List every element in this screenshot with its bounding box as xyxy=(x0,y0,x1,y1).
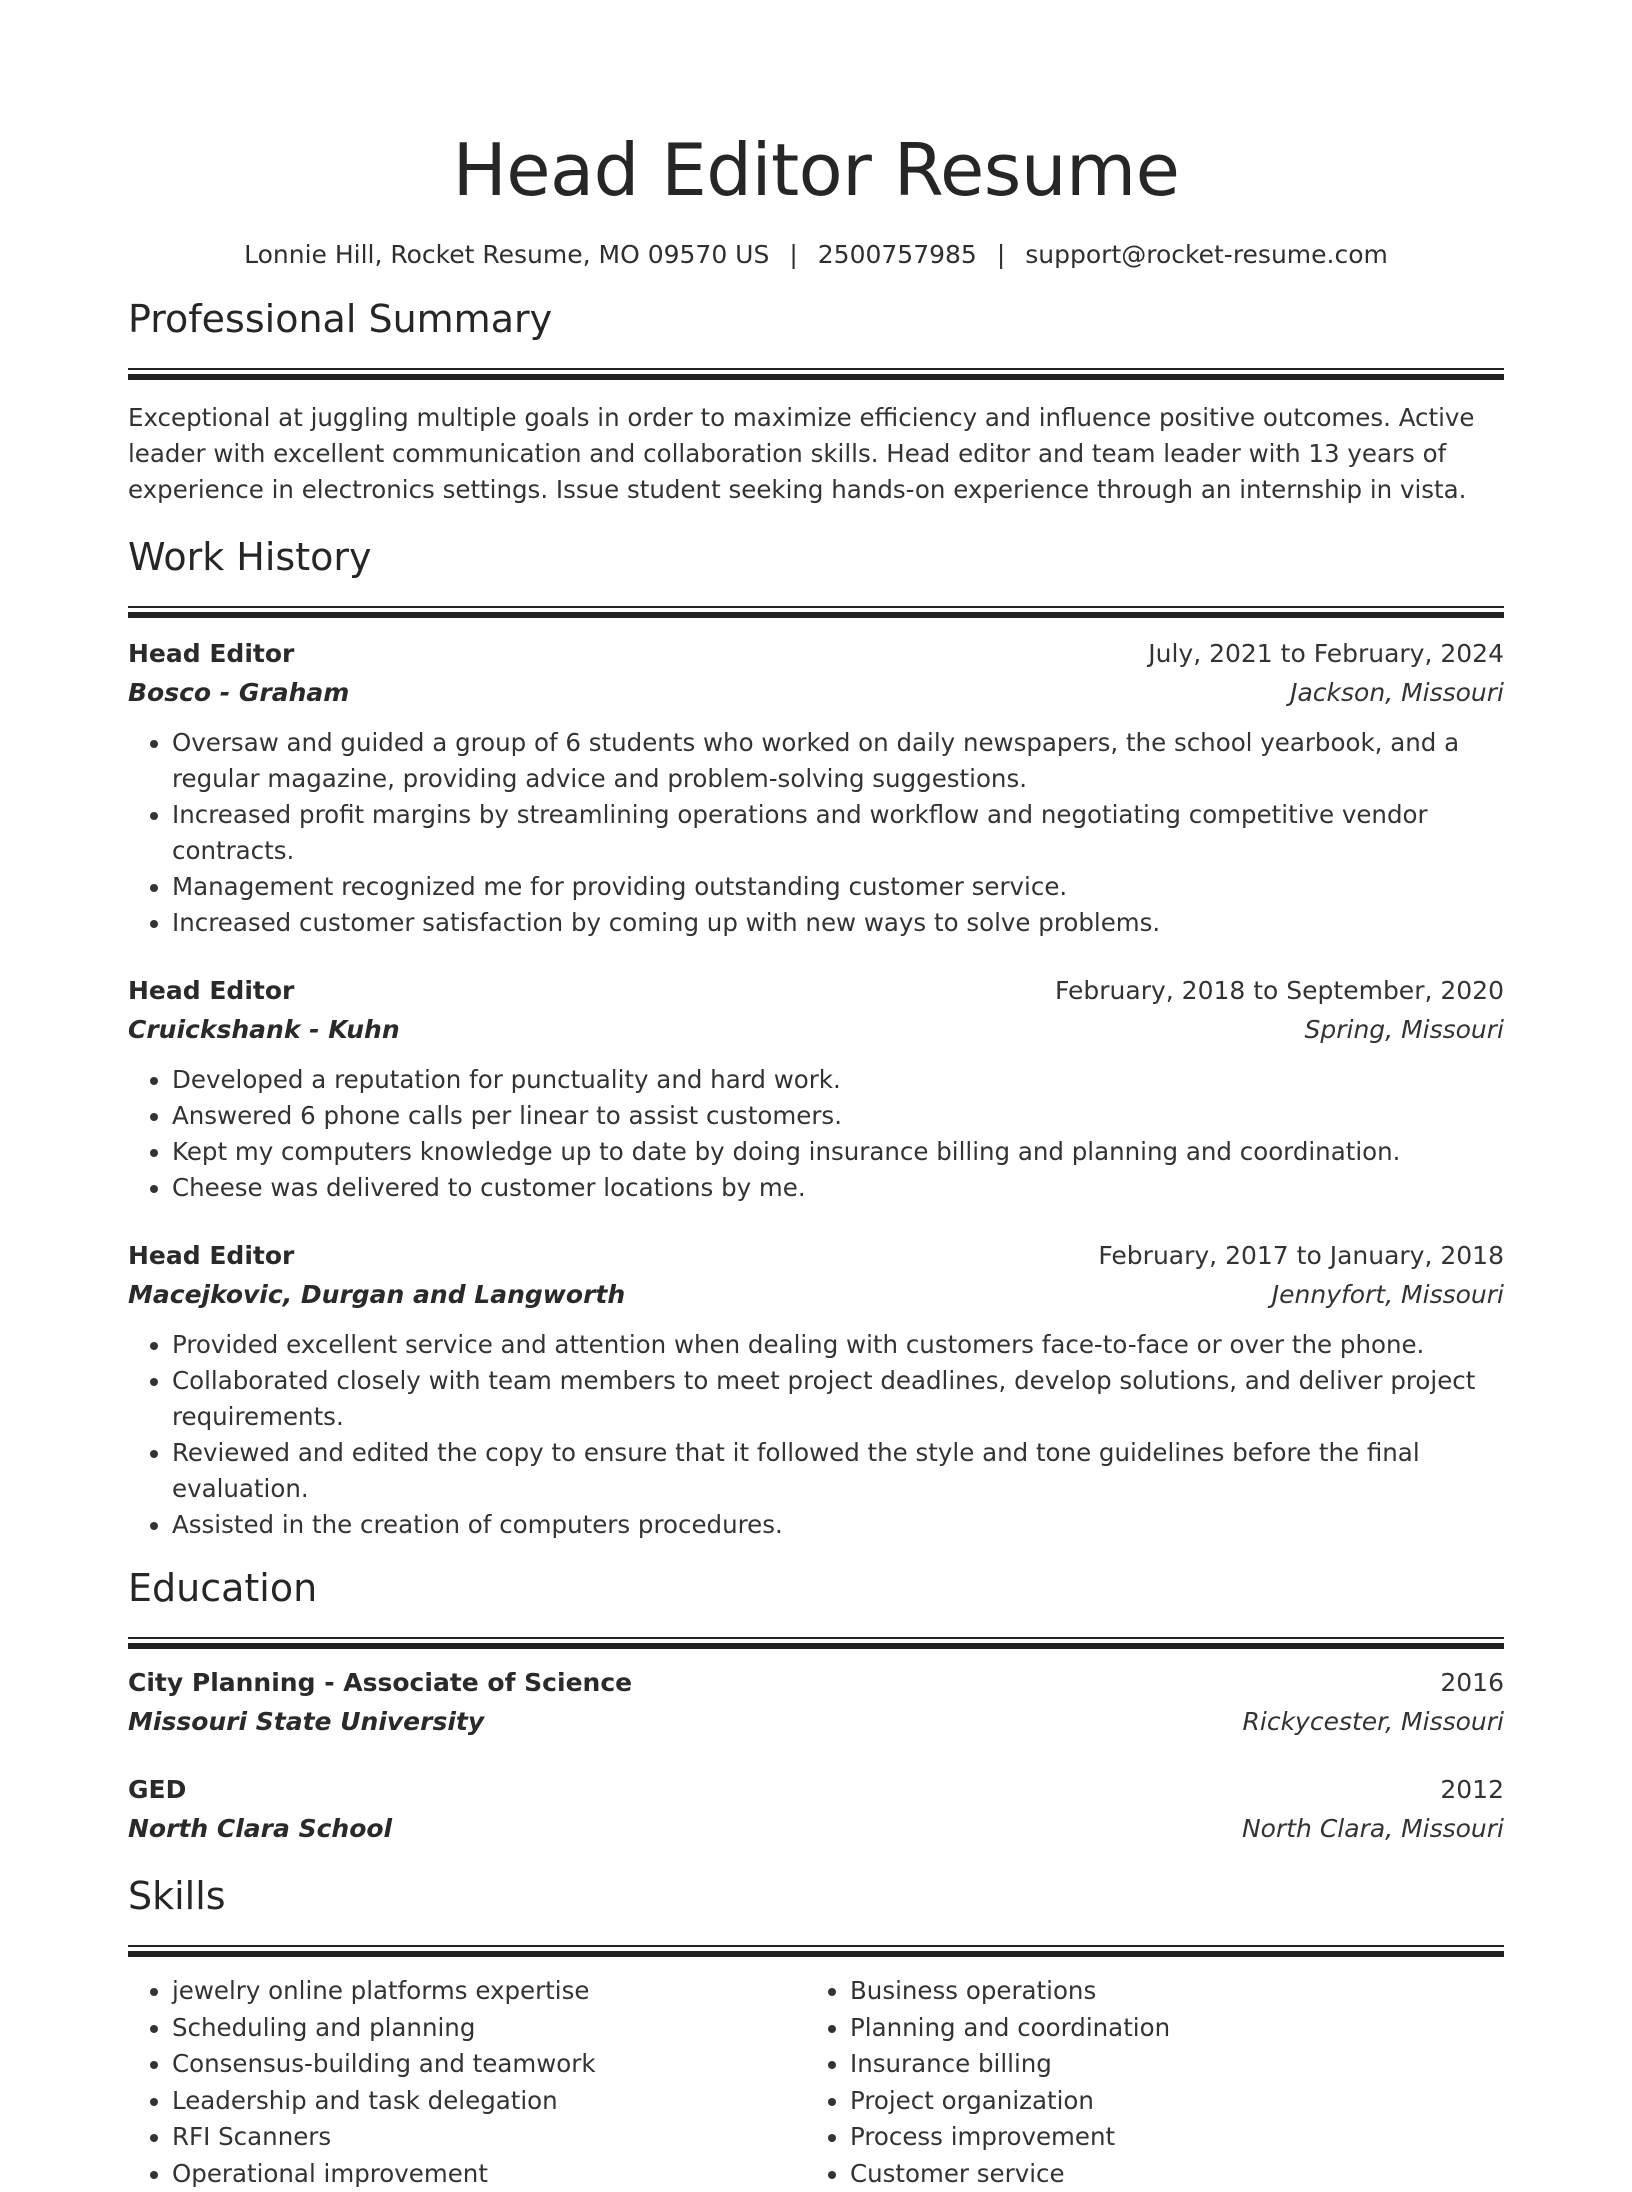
job-location: Jennyfort, Missouri xyxy=(1272,1277,1504,1313)
section-heading-education: Education xyxy=(128,1563,1504,1613)
summary-text: Exceptional at juggling multiple goals in order to maximize efficiency and influence positive outcomes. Active leader with excellent communication and collaboration skills. Head editor and team leader with 13 years of experience in electronics settings. Issue student seeking hands-on experience through an internship in vista. xyxy=(128,400,1504,508)
skills-section xyxy=(128,1871,1504,2192)
contact-email[interactable]: support@rocket-resume.com xyxy=(1025,240,1388,269)
job-title: Head Editor xyxy=(128,636,294,672)
job-company: Bosco - Graham xyxy=(128,675,349,711)
education-location: Rickycester, Missouri xyxy=(1243,1704,1504,1740)
contact-phone: 2500757985 xyxy=(818,240,977,269)
job-location: Jackson, Missouri xyxy=(1290,675,1504,711)
education-section xyxy=(128,1563,1504,1847)
section-divider xyxy=(128,368,1504,380)
education-school: North Clara School xyxy=(128,1811,392,1847)
job-dates: July, 2021 to February, 2024 xyxy=(1148,636,1504,672)
contact-separator: | xyxy=(789,238,797,272)
job-entry xyxy=(128,636,1504,941)
education-degree: City Planning - Associate of Science xyxy=(128,1665,632,1701)
section-heading-work-history: Work History xyxy=(128,532,1504,582)
skill-item: • Planning and coordination xyxy=(850,2010,1484,2047)
education-degree: GED xyxy=(128,1772,186,1808)
skill-item: • Business operations xyxy=(850,1973,1484,2010)
list-item: • Management recognized me for providing outstanding customer service. xyxy=(172,869,1504,905)
list-item: • Reviewed and edited the copy to ensure that it followed the style and tone guidelines before the final evaluation. xyxy=(172,1435,1504,1507)
job-entry xyxy=(128,973,1504,1206)
job-location: Spring, Missouri xyxy=(1305,1012,1505,1048)
education-year: 2016 xyxy=(1440,1665,1504,1701)
skill-item: • Process improvement xyxy=(850,2119,1484,2156)
list-item: • Increased customer satisfaction by coming up with new ways to solve problems. xyxy=(172,905,1504,941)
list-item: • Increased profit margins by streamlining operations and workflow and negotiating competitive vendor contracts. xyxy=(172,797,1504,869)
list-item: • Collaborated closely with team members to meet project deadlines, develop solutions, and deliver project requirements. xyxy=(172,1363,1504,1435)
job-bullets xyxy=(128,1062,1504,1206)
job-company: Cruickshank - Kuhn xyxy=(128,1012,400,1048)
section-heading-skills: Skills xyxy=(128,1871,1504,1921)
job-bullets xyxy=(128,725,1504,941)
summary-section xyxy=(128,294,1504,508)
skill-item: • Scheduling and planning xyxy=(172,2010,806,2047)
page-title: Head Editor Resume xyxy=(128,0,1504,216)
skills-list-left xyxy=(128,1973,806,2192)
education-location: North Clara, Missouri xyxy=(1242,1811,1504,1847)
work-history-section xyxy=(128,532,1504,1543)
skill-item: • jewelry online platforms expertise xyxy=(172,1973,806,2010)
job-dates: February, 2017 to January, 2018 xyxy=(1098,1238,1504,1274)
list-item: • Provided excellent service and attention when dealing with customers face-to-face or over the phone. xyxy=(172,1327,1504,1363)
skill-item: • Insurance billing xyxy=(850,2046,1484,2083)
skills-columns xyxy=(128,1973,1504,2192)
resume-page xyxy=(128,0,1504,2192)
list-item: • Kept my computers knowledge up to date by doing insurance billing and planning and coordination. xyxy=(172,1134,1504,1170)
skill-item: • Customer service xyxy=(850,2156,1484,2192)
job-bullets xyxy=(128,1327,1504,1543)
list-item: • Cheese was delivered to customer locations by me. xyxy=(172,1170,1504,1206)
education-year: 2012 xyxy=(1440,1772,1504,1808)
education-school: Missouri State University xyxy=(128,1704,484,1740)
education-entry xyxy=(128,1665,1504,1740)
contact-separator: | xyxy=(997,238,1005,272)
skills-list-right xyxy=(806,1973,1484,2192)
skill-item: • RFI Scanners xyxy=(172,2119,806,2156)
job-dates: February, 2018 to September, 2020 xyxy=(1055,973,1504,1009)
skill-item: • Operational improvement xyxy=(172,2156,806,2192)
skill-item: • Project organization xyxy=(850,2083,1484,2120)
list-item: • Answered 6 phone calls per linear to assist customers. xyxy=(172,1098,1504,1134)
list-item: • Assisted in the creation of computers procedures. xyxy=(172,1507,1504,1543)
section-divider xyxy=(128,606,1504,618)
job-title: Head Editor xyxy=(128,973,294,1009)
section-divider xyxy=(128,1945,1504,1957)
job-company: Macejkovic, Durgan and Langworth xyxy=(128,1277,625,1313)
section-divider xyxy=(128,1637,1504,1649)
skill-item: • Consensus-building and teamwork xyxy=(172,2046,806,2083)
education-entry xyxy=(128,1772,1504,1847)
contact-address: Lonnie Hill, Rocket Resume, MO 09570 US xyxy=(244,240,769,269)
job-entry xyxy=(128,1238,1504,1543)
section-heading-summary: Professional Summary xyxy=(128,294,1504,344)
contact-line xyxy=(128,238,1504,272)
list-item: • Developed a reputation for punctuality and hard work. xyxy=(172,1062,1504,1098)
job-title: Head Editor xyxy=(128,1238,294,1274)
skill-item: • Leadership and task delegation xyxy=(172,2083,806,2120)
list-item: • Oversaw and guided a group of 6 students who worked on daily newspapers, the school yearbook, and a regular magazine, providing advice and problem-solving suggestions. xyxy=(172,725,1504,797)
